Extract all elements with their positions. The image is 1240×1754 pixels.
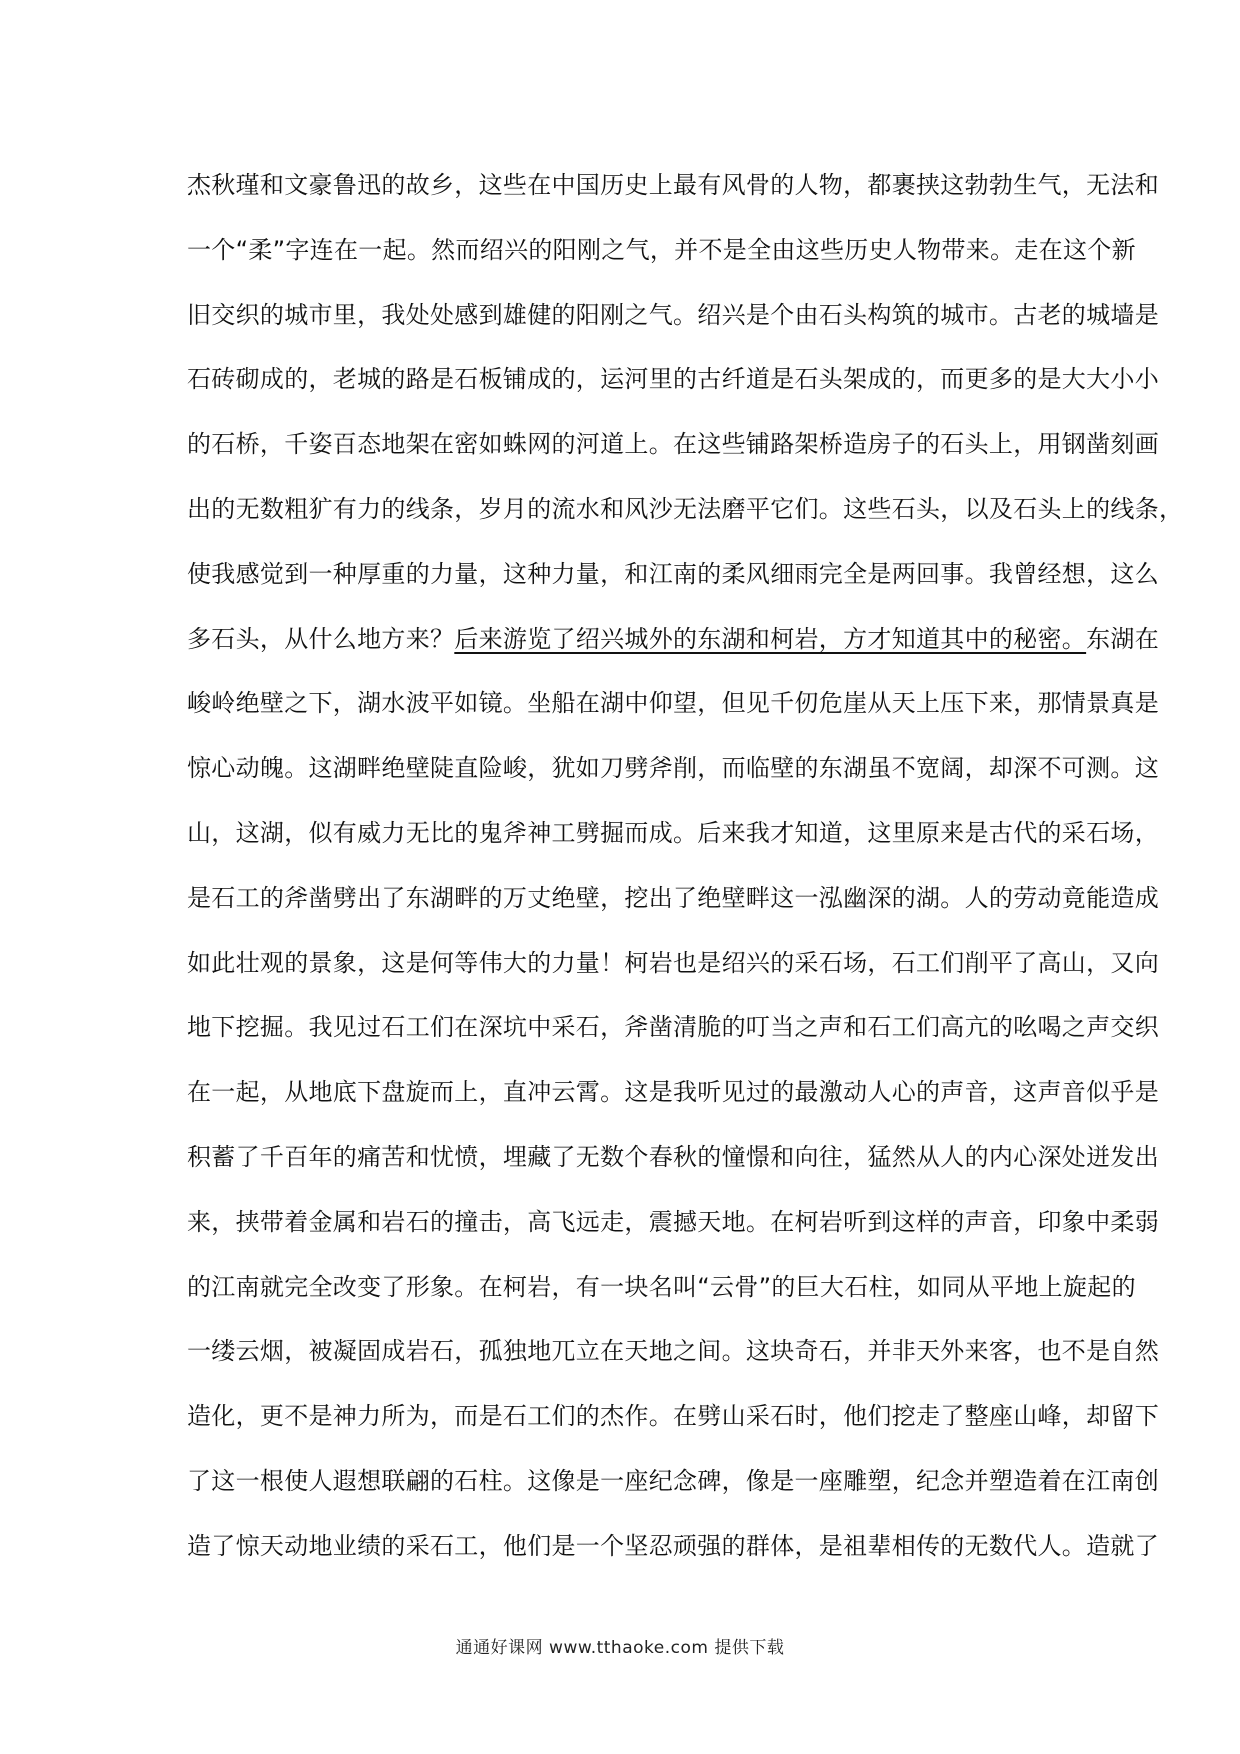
page-footer: 通通好课网 www.tthaoke.com 提供下载: [455, 1638, 785, 1658]
text-segment: 东湖在: [1086, 624, 1160, 653]
text-line: [187, 1522, 1159, 1587]
text-line: [187, 550, 1159, 615]
text-segment: 是石工的斧凿劈出了东湖畔的万丈绝壁，挖出了绝壁畔这一泓幽深的湖。人的劳动竟能造成: [187, 883, 1159, 912]
text-segment: 造化，更不是神力所为，而是石工们的杰作。在劈山采石时，他们挖走了整座山峰，却留下: [187, 1402, 1159, 1431]
text-line: [187, 355, 1159, 420]
text-line: [187, 1392, 1159, 1457]
text-segment: 山，这湖，似有威力无比的鬼斧神工劈掘而成。后来我才知道，这里原来是古代的采石场，: [187, 818, 1159, 847]
text-segment: 使我感觉到一种厚重的力量，这种力量，和江南的柔风细雨完全是两回事。我曾经想，这么: [187, 559, 1159, 588]
text-segment: 出的无数粗犷有力的线条，岁月的流水和风沙无法磨平它们。这些石头，以及石头上的线条，: [187, 494, 1184, 523]
text-segment: 旧交织的城市里，我处处感到雄健的阳刚之气。绍兴是个由石头构筑的城市。古老的城墙是: [187, 300, 1159, 329]
text-line: [187, 1003, 1159, 1068]
text-segment: 多石头，从什么地方来？: [187, 624, 455, 653]
text-line: [187, 291, 1159, 356]
text-segment: 峻岭绝壁之下，湖水波平如镜。坐船在湖中仰望，但见千仞危崖从天上压下来，那情景真是: [187, 689, 1159, 718]
text-segment: 惊心动魄。这湖畔绝壁陡直险峻，犹如刀劈斧削，而临壁的东湖虽不宽阔，却深不可测。这: [187, 754, 1159, 783]
text-segment: 了这一根使人遐想联翩的石柱。这像是一座纪念碑，像是一座雕塑，纪念并塑造着在江南创: [187, 1466, 1159, 1495]
text-segment: 石砖砌成的，老城的路是石板铺成的，运河里的古纤道是石头架成的，而更多的是大大小小: [187, 365, 1159, 394]
text-line: [187, 1263, 1136, 1328]
text-segment: 地下挖掘。我见过石工们在深坑中采石，斧凿清脆的叮当之声和石工们高亢的吆喝之声交织: [187, 1013, 1159, 1042]
text-line: [187, 679, 1159, 744]
text-line: [187, 615, 1160, 680]
underlined-sentence: 后来游览了绍兴城外的东湖和柯岩，方才知道其中的秘密。: [454, 624, 1087, 653]
text-segment: 的江南就完全改变了形象。在柯岩，有一块名叫“云骨”的巨大石柱，如同从平地上旋起的: [187, 1272, 1136, 1301]
text-line: [187, 1198, 1159, 1263]
text-line: [187, 1068, 1159, 1133]
text-line: [187, 1457, 1159, 1522]
text-line: [187, 226, 1136, 291]
text-line: [187, 744, 1159, 809]
text-segment: 造了惊天动地业绩的采石工，他们是一个坚忍顽强的群体，是祖辈相传的无数代人。造就了: [187, 1531, 1159, 1560]
text-segment: 一缕云烟，被凝固成岩石，孤独地兀立在天地之间。这块奇石，并非天外来客，也不是自然: [187, 1337, 1159, 1366]
text-segment: 积蓄了千百年的痛苦和忧愤，埋藏了无数个春秋的憧憬和向往，猛然从人的内心深处迸发出: [187, 1142, 1159, 1171]
text-segment: 的石桥，千姿百态地架在密如蛛网的河道上。在这些铺路架桥造房子的石头上，用钢凿刻画: [187, 430, 1159, 459]
text-line: [187, 874, 1159, 939]
text-line: [187, 1133, 1159, 1198]
text-line: [187, 485, 1184, 550]
text-line: [187, 809, 1159, 874]
text-segment: 一个“柔”字连在一起。然而绍兴的阳刚之气，并不是全由这些历史人物带来。走在这个新: [187, 235, 1136, 264]
text-line: [187, 1327, 1159, 1392]
text-line: [187, 939, 1159, 1004]
text-segment: 如此壮观的景象，这是何等伟大的力量！柯岩也是绍兴的采石场，石工们削平了高山，又向: [187, 948, 1159, 977]
text-segment: 杰秋瑾和文豪鲁迅的故乡，这些在中国历史上最有风骨的人物，都裹挟这勃勃生气，无法和: [187, 171, 1159, 199]
text-segment: 在一起，从地底下盘旋而上，直冲云霄。这是我听见过的最激动人心的声音，这声音似乎是: [187, 1078, 1159, 1107]
body-text: [187, 161, 1184, 1587]
text-line: [187, 420, 1159, 485]
text-segment: 来，挟带着金属和岩石的撞击，高飞远走，震撼天地。在柯岩听到这样的声音，印象中柔弱: [187, 1207, 1159, 1236]
text-line: [187, 161, 1159, 226]
